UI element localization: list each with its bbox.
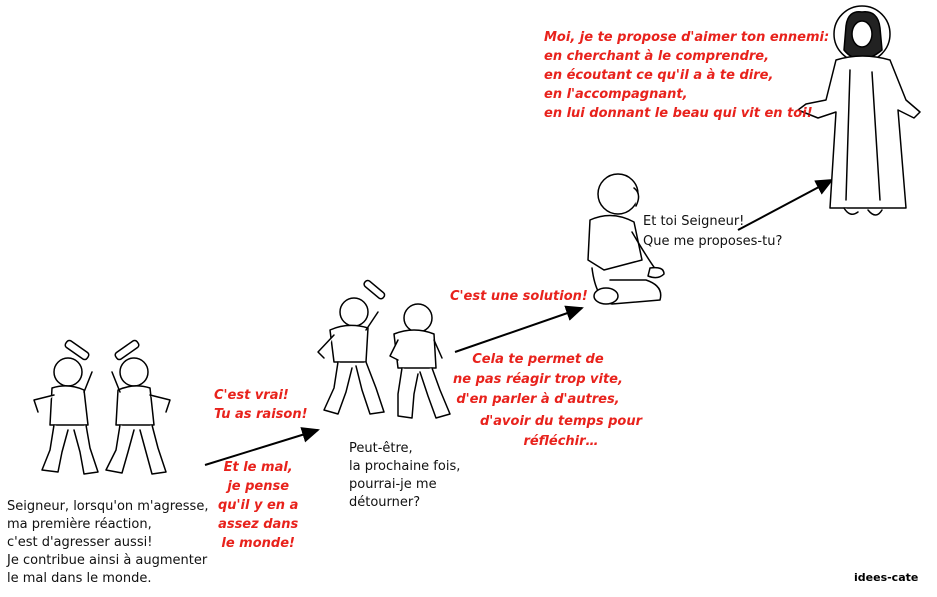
- credit-label: idees-cate: [854, 571, 919, 584]
- reply-benefits: Cela te permet de ne pas réagir trop vite, d'en parler à d'autres,: [453, 352, 623, 407]
- two-boys-walking-away-illustration: [318, 279, 450, 418]
- reply-evil-world: Et le mal, je pense qu'il y en a assez dans le monde!: [218, 460, 299, 551]
- fighting-boy-text: Seigneur, lorsqu'on m'agresse, ma première réaction, c'est d'agresser aussi! Je contribue ainsi à augmenter le mal dans le monde.: [7, 499, 209, 586]
- reply-solution: C'est une solution!: [450, 289, 588, 304]
- two-boys-fighting-illustration: [34, 339, 170, 474]
- arrow-step2: [455, 308, 582, 352]
- lord-proposal-text: Moi, je te propose d'aimer ton ennemi: en cherchant à le comprendre, en écoutant ce qu'il a à te dire, en l'accompagnant, en lui donnant le beau qui vit en toi!: [544, 30, 830, 121]
- reply-agree: C'est vrai! Tu as raison!: [214, 388, 308, 422]
- kneeling-boy-question: Et toi Seigneur! Que me proposes-tu?: [643, 214, 783, 249]
- walking-boy-text: Peut-être, la prochaine fois, pourrai-je me détourner?: [349, 441, 461, 510]
- reply-benefits-tail: d'avoir du temps pour réfléchir…: [480, 414, 642, 449]
